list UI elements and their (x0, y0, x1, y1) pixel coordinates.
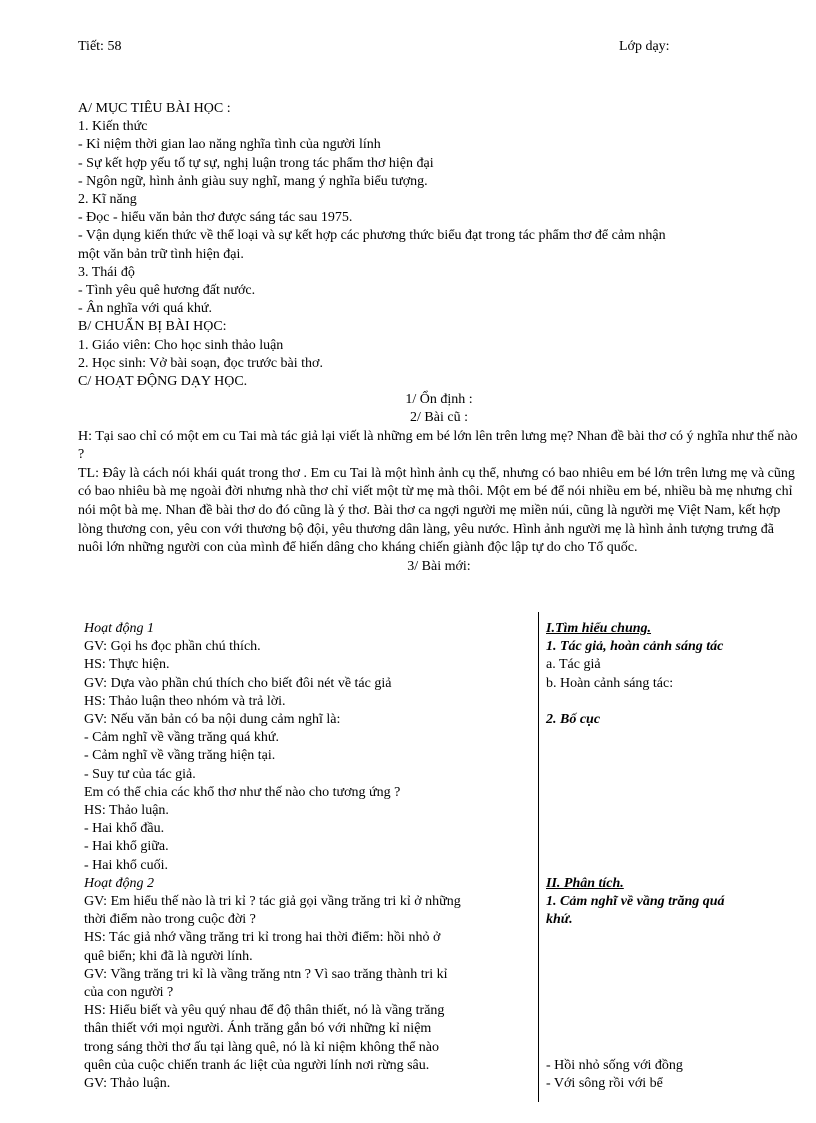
objective-line: - Tình yêu quê hương đất nước. (78, 283, 256, 299)
activity-line: Em có thể chia các khổ thơ như thế nào cho tương ứng ? (84, 784, 401, 800)
objectives-heading: A/ MỤC TIÊU BÀI HỌC : (78, 101, 231, 116)
objective-line: - Ân nghĩa với quá khứ. (78, 301, 212, 317)
activity-line: HS: Tác giả nhớ vầng trăng tri kỉ trong hai thời điểm: hồi nhỏ ở (84, 930, 441, 946)
step-review: 2/ Bài cũ : (410, 410, 468, 426)
objective-line: - Kỉ niệm thời gian lao năng nghĩa tình của người lính (78, 137, 381, 153)
note-line: - Với sông rồi với bể (546, 1076, 663, 1092)
spacer (546, 1002, 800, 1020)
activity-line: - Cảm nghĩ về vầng trăng quá khứ. (84, 730, 279, 746)
spacer (546, 984, 800, 1002)
content-column (546, 620, 800, 1093)
objective-line: 1. Kiến thức (78, 119, 148, 135)
past-moon-heading: 1. Cảm nghĩ về vầng trăng quá (546, 894, 725, 910)
activity-line: HS: Hiểu biết và yêu quý nhau để độ thân thiết, nó là vầng trăng (84, 1003, 445, 1019)
activity-line: GV: Vầng trăng tri kỉ là vầng trăng ntn ? Vì sao trăng thành tri kỉ (84, 966, 448, 982)
spacer (546, 857, 800, 875)
preparation-line: 2. Học sinh: Vở bài soạn, đọc trước bài thơ. (78, 355, 323, 371)
activity-line: GV: Thảo luận. (84, 1076, 171, 1092)
activity-line: HS: Thảo luận theo nhóm và trả lời. (84, 693, 286, 709)
past-moon-heading-cont: khứ. (546, 912, 573, 928)
activity-line: GV: Em hiểu thế nào là tri kỉ ? tác giả gọi vầng trăng tri kỉ ở những (84, 894, 461, 910)
activity-line: quên của cuộc chiến tranh ác liệt của người lính nơi rừng sâu. (84, 1057, 430, 1073)
author-context-heading: 1. Tác giả, hoàn cảnh sáng tác (546, 639, 724, 655)
spacer (546, 838, 800, 856)
activity-line: GV: Nếu văn bản có ba nội dung cảm nghĩ là: (84, 712, 341, 728)
activities-column (84, 620, 536, 1093)
author-item: a. Tác giả (546, 657, 601, 673)
class-label: Lớp dạy: (619, 39, 670, 54)
activity-line: - Hai khổ cuối. (84, 857, 168, 873)
step-new-lesson: 3/ Bài mới: (407, 558, 471, 574)
lesson-table (78, 612, 800, 1102)
lesson-plan-body (78, 100, 800, 576)
objective-line: - Vận dụng kiến thức về thể loại và sự kết hợp các phương thức biểu đạt trong tác phẩm thơ để cảm nhận (78, 228, 666, 244)
objective-line: 2. Kĩ năng (78, 192, 137, 208)
activity-2-title: Hoạt động 2 (84, 875, 154, 891)
activities-heading: C/ HOẠT ĐỘNG DẠY HỌC. (78, 374, 248, 390)
note-line: - Hồi nhỏ sống với đồng (546, 1057, 683, 1073)
objective-line: - Đọc - hiểu văn bản thơ được sáng tác sau 1975. (78, 210, 353, 226)
activity-line: của con người ? (84, 985, 174, 1001)
activity-line: HS: Thảo luận. (84, 803, 169, 819)
spacer (546, 820, 800, 838)
context-item: b. Hoàn cảnh sáng tác: (546, 675, 674, 691)
spacer (546, 966, 800, 984)
objective-line: một văn bản trữ tình hiện đại. (78, 246, 244, 262)
spacer (546, 1039, 800, 1057)
spacer (546, 747, 800, 765)
activity-line: HS: Thực hiện. (84, 657, 170, 673)
activity-line: quê biển; khi đã là người lính. (84, 948, 253, 964)
objective-line: - Sự kết hợp yếu tố tự sự, nghị luận trong tác phẩm thơ hiện đại (78, 155, 434, 171)
activity-line: trong sáng thời thơ ấu tại làng quê, nó là kỉ niệm không thể nào (84, 1039, 440, 1055)
activity-line: thân thiết với mọi người. Ánh trăng gắn bó với những kỉ niệm (84, 1021, 432, 1037)
activity-line: - Hai khổ giữa. (84, 839, 169, 855)
spacer (546, 802, 800, 820)
spacer (546, 1020, 800, 1038)
activity-line: GV: Gọi hs đọc phần chú thích. (84, 639, 261, 655)
lesson-number: Tiết: 58 (78, 39, 122, 54)
structure-heading: 2. Bố cục (546, 712, 601, 728)
section-overview-heading: I.Tìm hiểu chung. (546, 621, 652, 636)
activity-line: - Cảm nghĩ về vầng trăng hiện tại. (84, 748, 276, 764)
activity-line: - Suy tư của tác giả. (84, 766, 196, 782)
step-stabilize: 1/ Ổn định : (405, 392, 473, 408)
activity-1-title: Hoạt động 1 (84, 621, 154, 636)
objective-line: - Ngôn ngữ, hình ảnh giàu suy nghĩ, mang ý nghĩa biểu tượng. (78, 173, 428, 189)
review-answer: TL: Đây là cách nói khái quát trong thơ . Em cu Tai là một hình ảnh cụ thể, nhưng có bao nhiêu em bé lớn trên lưng mẹ và cũng có bao nhiêu bà mẹ ngoài đời nhưng nhà thơ chỉ viết một từ mẹ mà thôi. Một em bé để nói nhiều em bé, nhiều bà mẹ nhưng chỉ nói một bà mẹ. Nhan đề bài thơ do đó cũng là ý thơ. Bài thơ ca ngợi người mẹ miền núi, cũng là người mẹ Việt Nam, kết hợp lòng thương con, yêu con với thương bộ đội, yêu thương dân làng, yêu nước. Hình ảnh người mẹ là hình ảnh tượng trưng đã nuôi lớn những người con của mình để hiến dâng cho kháng chiến giành độc lập tự do cho Tổ quốc. (78, 465, 795, 556)
spacer (546, 729, 800, 747)
spacer (546, 693, 800, 711)
spacer (546, 948, 800, 966)
spacer (546, 929, 800, 947)
activity-line: GV: Dựa vào phần chú thích cho biết đôi nét về tác giả (84, 675, 392, 691)
spacer (546, 766, 800, 784)
spacer (546, 784, 800, 802)
preparation-line: 1. Giáo viên: Cho học sinh thảo luận (78, 337, 284, 353)
section-analysis-heading: II. Phân tích. (546, 875, 624, 891)
column-divider (538, 612, 539, 1102)
preparation-heading: B/ CHUẨN BỊ BÀI HỌC: (78, 319, 227, 335)
review-question: H: Tại sao chỉ có một em cu Tai mà tác giả lại viết là những em bé lớn lên trên lưng mẹ? Nhan đề bài thơ có ý nghĩa như thế nào ? (78, 428, 798, 463)
objective-line: 3. Thái độ (78, 264, 135, 280)
activity-line: thời điểm nào trong cuộc đời ? (84, 912, 256, 928)
activity-line: - Hai khổ đầu. (84, 821, 165, 837)
